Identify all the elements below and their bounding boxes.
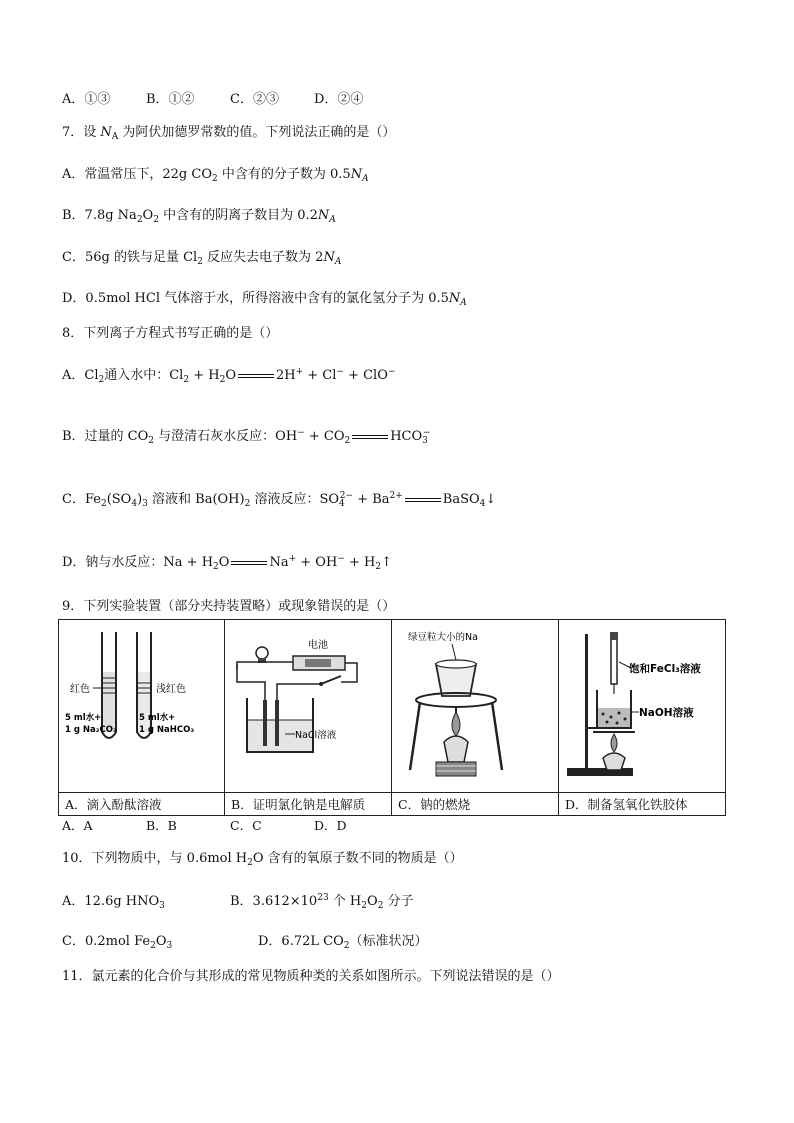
panel-a-test-tubes bbox=[59, 620, 225, 793]
red-label: 红色 bbox=[70, 684, 90, 695]
q6-option-b: B．①② bbox=[146, 92, 195, 107]
q6-option-a: A．①③ bbox=[62, 92, 111, 107]
q9-option-a: A．A bbox=[62, 818, 93, 833]
panel-d-ferric-hydroxide bbox=[559, 620, 726, 793]
q9-stem: 9．下列实验装置（部分夹持装置略）或现象错误的是（） bbox=[62, 599, 396, 614]
q6-options bbox=[62, 91, 363, 109]
light-red-label: 浅红色 bbox=[156, 684, 186, 695]
caption-b: B．证明氯化钠是电解质 bbox=[225, 793, 392, 816]
q10-option-a: A．12.6g $HNO_3$ bbox=[62, 894, 165, 911]
q10-option-c: C．0.2mol $Fe_2O_3$ bbox=[62, 934, 173, 951]
tube2-label-line2: 1 g NaHCO₃ bbox=[139, 725, 195, 735]
q10-option-b: B．$3.612\times 10^{23}$ 个 $H_2O_2$ 分子 bbox=[230, 893, 414, 911]
q7-option-b: B．7.8g $Na_2O_2$ 中含有的阴离子数目为 $0.2N_A$ bbox=[62, 208, 336, 225]
tube2-label-line1: 5 ml水+ bbox=[139, 713, 176, 723]
q7-stem: 7．设 $N_A$ 为阿伏加德罗常数的值。下列说法正确的是（） bbox=[62, 125, 396, 142]
q10-options-ab bbox=[62, 893, 414, 911]
q6-option-d: D．②④ bbox=[314, 92, 364, 107]
q9-option-d: D．D bbox=[314, 818, 347, 833]
panel-b-electrolysis bbox=[225, 620, 392, 793]
q9-options bbox=[62, 817, 347, 835]
fecl3-label: 饱和FeCl₃溶液 bbox=[629, 663, 701, 675]
q8-option-c: C．$Fe_2(SO_4)_3$ 溶液和 $Ba(OH)_2$ 溶液反应：$SO_4^{2-} + Ba^{2+}$ BaSO$_4$↓ bbox=[62, 491, 497, 509]
naoh-label: NaOH溶液 bbox=[639, 707, 694, 719]
q8-option-d: D．钠与水反应：$Na + H_2O$ $Na^+ + OH^- + H_2↑$ bbox=[62, 554, 392, 572]
q6-option-c: C．②③ bbox=[230, 92, 279, 107]
battery-label: 电池 bbox=[308, 640, 328, 651]
tube1-label-line1: 5 ml水+ bbox=[65, 713, 102, 723]
caption-a: A．滴入酚酞溶液 bbox=[59, 793, 225, 816]
q10-stem: 10．下列物质中，与 0.6mol $H_2O$ 含有的氧原子数不同的物质是（） bbox=[62, 851, 463, 868]
q7-option-d: D．0.5mol HCl 气体溶于水，所得溶液中含有的氯化氢分子为 $0.5N_A$ bbox=[62, 291, 467, 308]
caption-d: D．制备氢氧化铁胶体 bbox=[559, 793, 726, 816]
panel-c-sodium-burning bbox=[392, 620, 559, 793]
experiment-table bbox=[58, 619, 726, 816]
tube1-label-line2: 1 g Na₂CO₃ bbox=[65, 725, 117, 735]
q11-stem: 11．氯元素的化合价与其形成的常见物质种类的关系如图所示。下列说法错误的是（） bbox=[62, 969, 560, 984]
equals-sign bbox=[238, 374, 274, 378]
equals-sign bbox=[405, 498, 441, 502]
q10-options-cd bbox=[62, 933, 428, 951]
q10-option-d: D．6.72L $CO_2$（标准状况） bbox=[258, 934, 428, 951]
q7-option-a: A．常温常压下，22g $CO_2$ 中含有的分子数为 $0.5N_A$ bbox=[62, 167, 369, 184]
nacl-solution-label: NaCl溶液 bbox=[295, 730, 337, 741]
q9-option-c: C．C bbox=[230, 818, 262, 833]
q9-option-b: B．B bbox=[146, 818, 177, 833]
q8-option-a: A．$Cl_2$通入水中：$Cl_2 + H_2O$ 2H+ + Cl− + ClO− bbox=[62, 367, 396, 385]
caption-c: C．钠的燃烧 bbox=[392, 793, 559, 816]
q7-option-c: C．56g 的铁与足量 $Cl_2$ 反应失去电子数为 $2N_A$ bbox=[62, 250, 342, 267]
q8-stem: 8．下列离子方程式书写正确的是（） bbox=[62, 326, 279, 341]
sodium-size-label: 绿豆粒大小的Na bbox=[408, 632, 478, 643]
q8-option-b: B．过量的 $CO_2$ 与澄清石灰水反应：$OH^- + CO_2$ $HCO_3^-$ bbox=[62, 428, 431, 446]
equals-sign bbox=[352, 435, 388, 439]
equals-sign bbox=[231, 561, 267, 565]
